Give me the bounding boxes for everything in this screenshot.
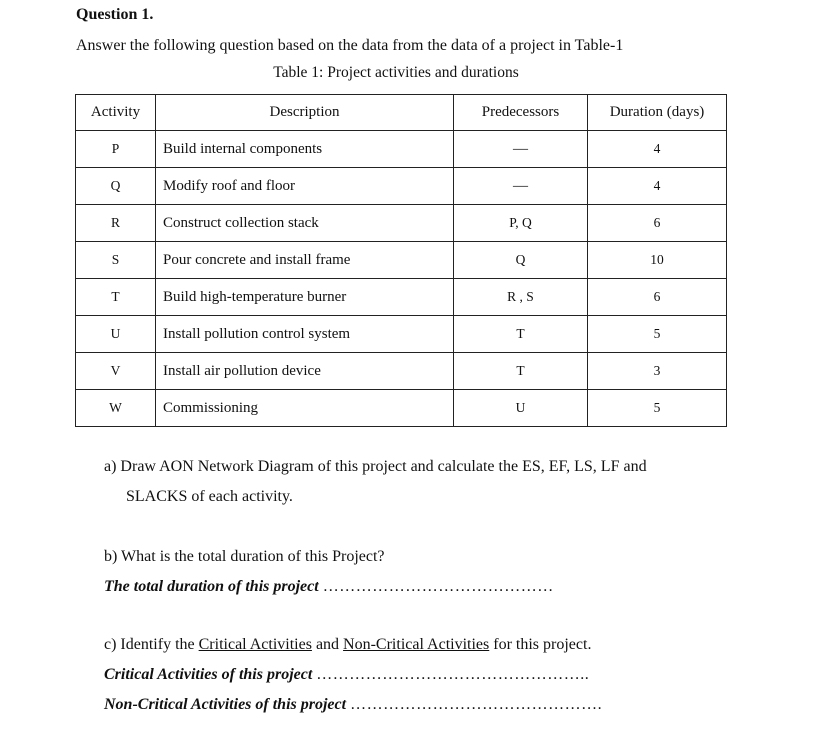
header-predecessors: Predecessors xyxy=(454,95,588,131)
header-description: Description xyxy=(156,95,454,131)
cell-description: Pour concrete and install frame xyxy=(156,242,454,279)
critical-blank: ………………………………………….. xyxy=(316,666,590,683)
cell-predecessors: Q xyxy=(454,242,588,279)
cell-predecessors: R , S xyxy=(454,279,588,316)
cell-duration: 4 xyxy=(588,168,727,205)
table-caption-text: Table 1: Project activities and durations xyxy=(273,64,519,81)
part-c-noncritical-line xyxy=(104,696,602,714)
table-row xyxy=(76,316,727,353)
cell-duration: 4 xyxy=(588,131,727,168)
cell-predecessors: T xyxy=(454,316,588,353)
part-c-prefix: c) Identify the xyxy=(104,636,199,653)
table-row xyxy=(76,390,727,427)
part-b-answer-line xyxy=(104,578,554,596)
cell-predecessors: T xyxy=(454,353,588,390)
cell-activity: W xyxy=(76,390,156,427)
table-header-row xyxy=(76,95,727,131)
cell-activity: S xyxy=(76,242,156,279)
cell-description: Install pollution control system xyxy=(156,316,454,353)
critical-label: Critical Activities of this project xyxy=(104,666,313,683)
part-a-line1: a) Draw AON Network Diagram of this project and calculate the ES, EF, LS, LF and xyxy=(104,458,647,475)
part-c-question xyxy=(104,636,591,654)
cell-activity: V xyxy=(76,353,156,390)
table-row xyxy=(76,131,727,168)
cell-description: Modify roof and floor xyxy=(156,168,454,205)
table-row xyxy=(76,242,727,279)
cell-duration: 6 xyxy=(588,205,727,242)
noncritical-activities-term: Non-Critical Activities xyxy=(343,636,490,653)
part-c-suffix: for this project. xyxy=(489,636,592,653)
table-row xyxy=(76,168,727,205)
activities-table xyxy=(75,94,727,427)
cell-activity: U xyxy=(76,316,156,353)
table-caption xyxy=(0,64,814,82)
part-c-critical-line xyxy=(104,666,589,684)
part-c-and: and xyxy=(311,636,344,653)
cell-activity: Q xyxy=(76,168,156,205)
question-title: Question 1. xyxy=(76,6,154,23)
cell-activity: P xyxy=(76,131,156,168)
header-duration: Duration (days) xyxy=(588,95,727,131)
noncritical-label: Non-Critical Activities of this project xyxy=(104,696,347,713)
cell-duration: 5 xyxy=(588,390,727,427)
header-activity: Activity xyxy=(76,95,156,131)
cell-predecessors: U xyxy=(454,390,588,427)
cell-description: Build high-temperature burner xyxy=(156,279,454,316)
cell-predecessors: P, Q xyxy=(454,205,588,242)
cell-predecessors: — xyxy=(454,168,588,205)
table-row xyxy=(76,205,727,242)
cell-predecessors: — xyxy=(454,131,588,168)
critical-activities-term: Critical Activities xyxy=(198,636,312,653)
cell-activity: R xyxy=(76,205,156,242)
cell-description: Commissioning xyxy=(156,390,454,427)
cell-activity: T xyxy=(76,279,156,316)
cell-duration: 3 xyxy=(588,353,727,390)
question-intro: Answer the following question based on the data from the data of a project in Table-1 xyxy=(76,37,624,54)
noncritical-blank: ………………………………………. xyxy=(350,696,603,713)
cell-description: Construct collection stack xyxy=(156,205,454,242)
part-b-answer-blank: …………………………………… xyxy=(322,578,554,595)
cell-duration: 10 xyxy=(588,242,727,279)
cell-description: Install air pollution device xyxy=(156,353,454,390)
table-row xyxy=(76,353,727,390)
cell-duration: 5 xyxy=(588,316,727,353)
part-a-line2: SLACKS of each activity. xyxy=(126,488,293,505)
table-row xyxy=(76,279,727,316)
cell-duration: 6 xyxy=(588,279,727,316)
part-b-answer-label: The total duration of this project xyxy=(104,578,319,595)
part-b-question: b) What is the total duration of this Project? xyxy=(104,548,385,565)
cell-description: Build internal components xyxy=(156,131,454,168)
